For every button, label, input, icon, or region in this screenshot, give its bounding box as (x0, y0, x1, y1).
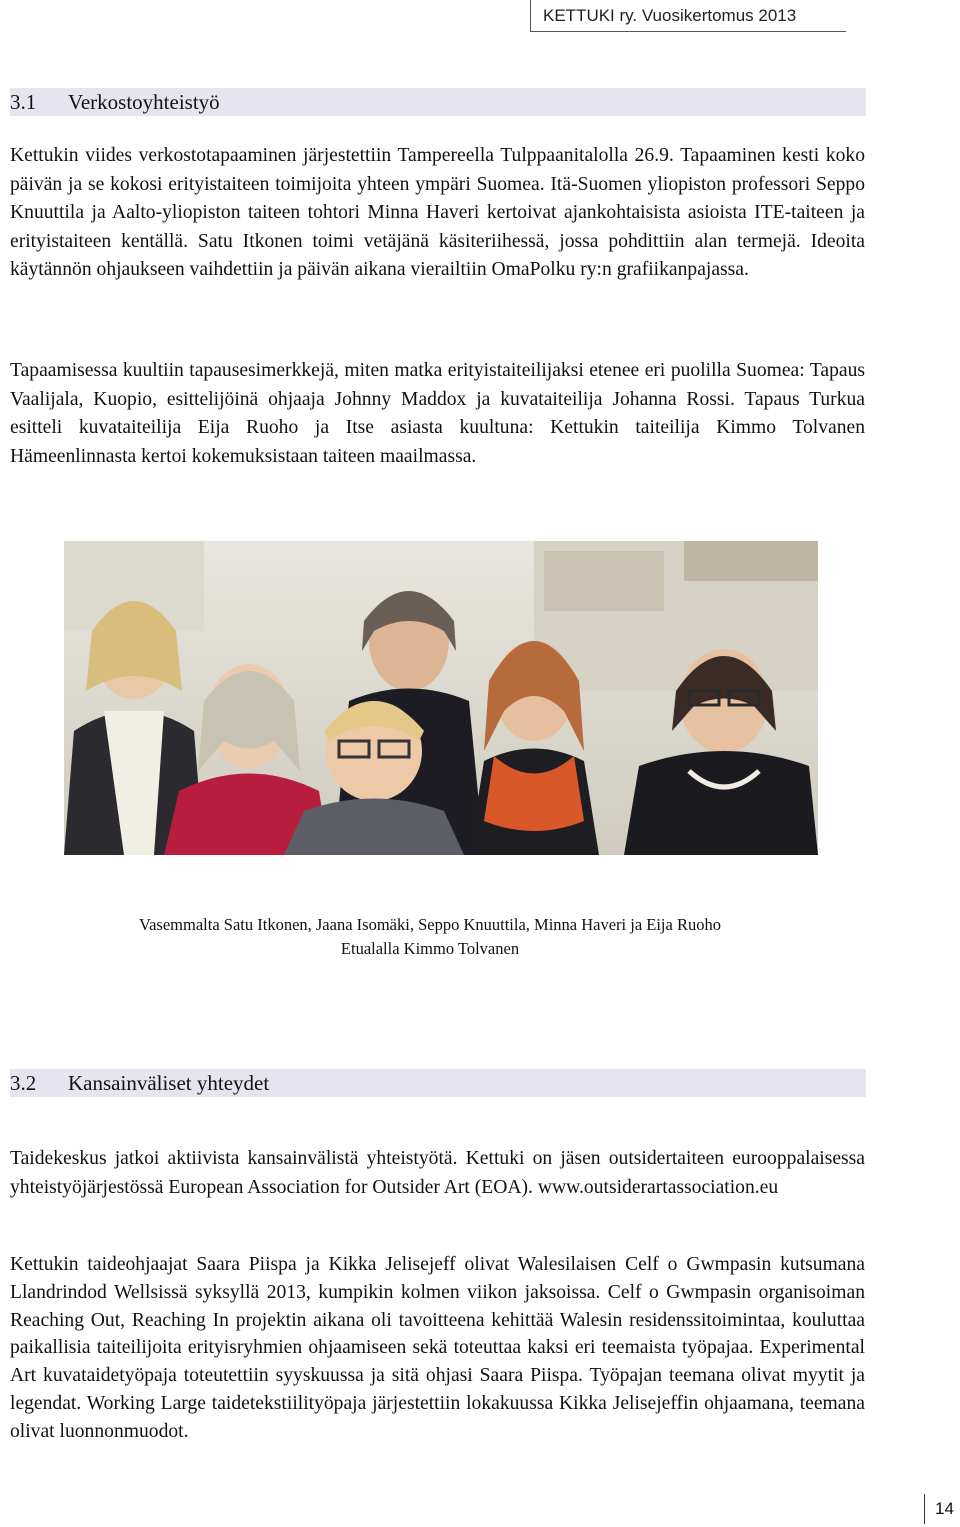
running-header: KETTUKI ry. Vuosikertomus 2013 (530, 0, 846, 32)
paragraph: Kettukin viides verkostotapaaminen järjestettiin Tampereella Tulppaanitalolla 26.9. Tapaaminen kesti koko päivän ja se kokosi erityistaiteen toimijoita yhteen ympäri Suomea. Itä-Suomen yliopiston professori Seppo Knuuttila ja Aalto-yliopiston taiteen tohtori Minna Haveri kertoivat ajankohtaisista asioista ITE-taiteen ja erityistaiteen kentällä. Satu Itkonen toimi vetäjänä käsiteriihessä, jossa pohdittiin alan termejä. Ideoita käytännön ohjaukseen vaihdettiin ja päivän aikana vierailtiin OmaPolku ry:n grafiikanpajassa. (10, 145, 865, 280)
paragraph: Kettukin taideohjaajat Saara Piispa ja Kikka Jelisejeff olivat Walesilaisen Celf o Gwmpasin kutsumana Llandrindod Wellsissä syksyllä 2013, kumpikin kolmen viikon jaksoissa. Celf o Gwmpasin organisoiman Reaching Out, Reaching In projektin aikana oli tavoitteena kehittää Walesin residenssitoimintaa, kouluttaa paikallisia taiteilijoita erityisryhmien ohjaamiseen sekä toteuttaa kaksi eri teemaista työpajaa. Experimental Art kuvataidetyöpaja toteutettiin syyskuussa ja sitä ohjasi Saara Piispa. Työpajan teemana olivat myytit ja legendat. Working Large taidetekstiilityöpaja järjestettiin lokakuussa Kikka Jelisejeffin ohjaamana, teemana olivat luonnonmuodot. (10, 1254, 865, 1442)
paragraph: Taidekeskus jatkoi aktiivista kansainvälistä yhteistyötä. Kettuki on jäsen outsidertaiteen eurooppalaisessa yhteistyöjärjestössä European Association for Outsider Art (EOA). www.outsiderartassociation.eu (10, 1148, 865, 1198)
page-number: 14 (924, 1494, 960, 1524)
section-title: Kansainväliset yhteydet (68, 1071, 270, 1095)
group-photo (64, 541, 818, 855)
section-heading-3-2 (10, 1069, 866, 1097)
section-number: 3.1 (10, 90, 37, 114)
section-heading-3-1 (10, 88, 866, 116)
photo-caption-line-1: Vasemmalta Satu Itkonen, Jaana Isomäki, Seppo Knuuttila, Minna Haveri ja Eija Ruoho (139, 915, 721, 934)
photo-caption-line-2: Etualalla Kimmo Tolvanen (340, 939, 520, 958)
paragraph: Tapaamisessa kuultiin tapausesimerkkejä, miten matka erityistaiteilijaksi etenee eri puolilla Suomea: Tapaus Vaalijala, Kuopio, esittelijöinä ohjaaja Johnny Maddox ja kuvataiteilija Johanna Rossi. Tapaus Turkua esitteli kuvataiteilija Eija Ruoho ja Itse asiasta kuultuna: Kettukin taiteilija Kimmo Tolvanen Hämeenlinnasta kertoi kokemuksistaan taiteen maailmassa. (10, 360, 865, 467)
group-photo-illustration (64, 541, 818, 855)
section-number: 3.2 (10, 1071, 37, 1095)
section-title: Verkostoyhteistyö (68, 90, 220, 114)
